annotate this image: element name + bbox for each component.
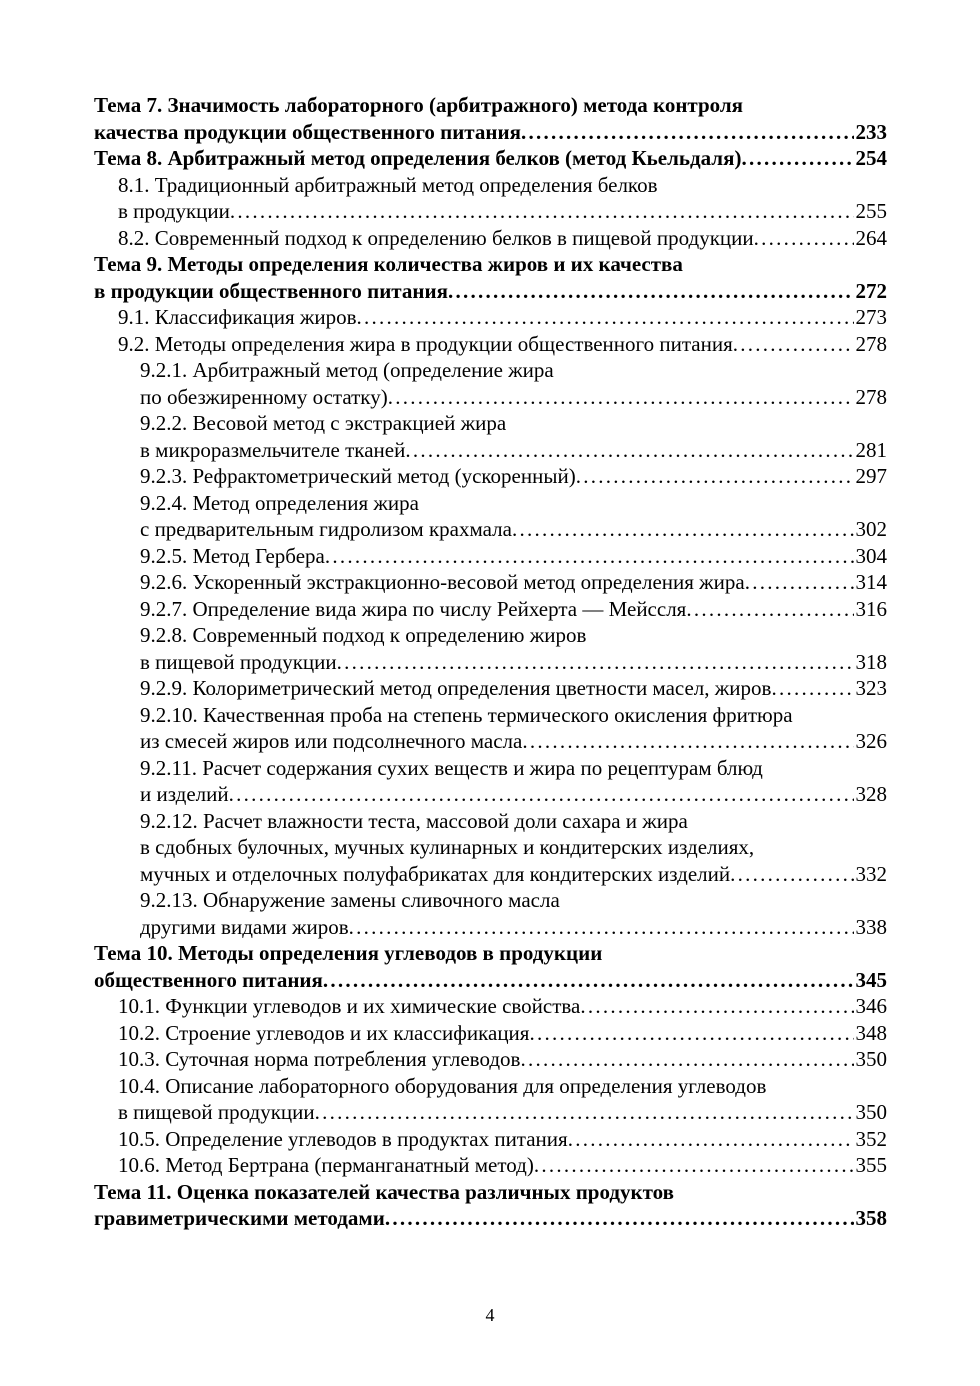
toc-page-number: 346 — [855, 994, 887, 1018]
toc-page-number: 358 — [855, 1206, 887, 1230]
toc-page-number: 332 — [855, 861, 887, 886]
toc-entry-last-line — [140, 569, 887, 596]
dot-leader — [230, 198, 854, 225]
toc-page-number: 328 — [855, 782, 887, 806]
toc-entry-last-line — [118, 993, 887, 1020]
toc-entry-last-line — [140, 861, 887, 888]
toc-entry-text-line: в микроразмельчителе тканей — [140, 437, 406, 462]
toc-entry-text-line: гравиметрическими методами — [94, 1206, 385, 1230]
toc-entry-last-line — [94, 145, 887, 172]
dot-leader — [534, 1152, 854, 1179]
toc-page-number: 316 — [855, 596, 887, 621]
toc-chapter-entry — [94, 92, 887, 145]
toc-entry-last-line — [118, 1126, 887, 1153]
dot-leader — [388, 384, 854, 411]
toc-section-entry — [94, 225, 887, 252]
dot-leader — [325, 543, 854, 570]
toc-entry-last-line — [140, 649, 887, 676]
toc-entry-text-line: в сдобных булочных, мучных кулинарных и кондитерских изделиях, — [140, 835, 755, 859]
toc-entry-text-line: 9.2.1. Арбитражный метод (определение жира — [140, 358, 554, 382]
toc-page-number: 302 — [855, 517, 887, 541]
toc-section-entry — [94, 702, 887, 755]
dot-leader — [520, 1046, 853, 1073]
dot-leader — [529, 1020, 853, 1047]
toc-entry-last-line — [118, 1152, 887, 1179]
toc-page-number: 345 — [855, 967, 887, 992]
toc-entry-last-line — [118, 225, 887, 252]
toc-entry-text-line: 8.1. Традиционный арбитражный метод определения белков — [118, 172, 658, 197]
toc-page-number: 272 — [855, 278, 887, 303]
toc-entry-last-line — [140, 675, 887, 702]
toc-section-entry — [94, 887, 887, 940]
toc-page-number: 323 — [855, 676, 887, 700]
toc-entry-last-line — [140, 516, 887, 543]
dot-leader — [568, 1126, 854, 1153]
toc-entry-last-line — [140, 596, 887, 623]
toc-entry-text-line: 9.2. Методы определения жира в продукции общественного питания — [118, 331, 733, 356]
toc-entry-last-line — [140, 463, 887, 490]
toc-entry-text-line: Тема 9. Методы определения количества жиров и их качества — [94, 252, 683, 276]
dot-leader — [323, 967, 854, 994]
toc-entry-text-line: 9.2.7. Определение вида жира по числу Рейхерта — Мейссля — [140, 596, 687, 621]
toc-entry-text-line: с предварительным гидролизом крахмала — [140, 517, 512, 541]
toc-entry-text-line: Тема 8. Арбитражный метод определения белков (метод Кьельдаля) — [94, 146, 742, 170]
table-of-contents — [94, 92, 887, 1232]
toc-section-entry — [94, 331, 887, 358]
toc-page-number: 304 — [855, 543, 887, 568]
toc-section-entry — [94, 755, 887, 808]
toc-page-number: 278 — [855, 384, 887, 409]
toc-entry-text-line: 10.2. Строение углеводов и их классификация — [118, 1020, 530, 1045]
toc-entry-text-line: 9.1. Классификация жиров — [118, 305, 357, 329]
toc-entry-last-line — [140, 384, 887, 411]
toc-entry-text-line: 10.4. Описание лабораторного оборудования для определения углеводов — [118, 1073, 767, 1098]
toc-entry-text-line: 10.3. Суточная норма потребления углеводов — [118, 1047, 521, 1071]
dot-leader — [741, 145, 853, 172]
dot-leader — [229, 781, 854, 808]
dot-leader — [580, 993, 853, 1020]
toc-chapter-entry — [94, 145, 887, 172]
toc-section-entry — [94, 622, 887, 675]
toc-section-entry — [94, 1020, 887, 1047]
dot-leader — [357, 304, 854, 331]
toc-entry-last-line — [118, 1020, 887, 1047]
toc-entry-text-line: из смесей жиров или подсолнечного масла — [140, 729, 523, 753]
toc-entry-text-line: Тема 7. Значимость лабораторного (арбитражного) метода контроля — [94, 93, 744, 117]
toc-section-entry — [94, 808, 887, 888]
toc-entry-text-line: 9.2.9. Колориметрический метод определения цветности масел, жиров — [140, 676, 772, 700]
dot-leader — [385, 1205, 854, 1232]
toc-page-number: 314 — [855, 570, 887, 594]
toc-page-number: 281 — [855, 437, 887, 462]
toc-entry-last-line — [140, 914, 887, 941]
toc-chapter-entry — [94, 251, 887, 304]
toc-entry-text-line: и изделий — [140, 782, 229, 806]
toc-page-number: 350 — [855, 1100, 887, 1124]
toc-page-number: 264 — [855, 225, 887, 250]
toc-section-entry — [94, 1126, 887, 1153]
toc-page-number: 278 — [855, 331, 887, 356]
toc-page-number: 318 — [855, 649, 887, 674]
page-number: 4 — [485, 1305, 495, 1325]
dot-leader — [686, 596, 853, 623]
toc-page-number: 254 — [855, 146, 887, 170]
toc-page-number: 326 — [855, 729, 887, 753]
dot-leader — [448, 278, 854, 305]
toc-entry-text-line: 9.2.4. Метод определения жира — [140, 490, 419, 515]
toc-page-number: 233 — [855, 119, 887, 144]
toc-page-number: 352 — [855, 1126, 887, 1151]
toc-entry-last-line — [140, 781, 887, 808]
toc-entry-text-line: по обезжиренному остатку) — [140, 384, 388, 409]
toc-entry-text-line: в продукции общественного питания — [94, 278, 448, 303]
dot-leader — [771, 675, 853, 702]
toc-section-entry — [94, 675, 887, 702]
toc-section-entry — [94, 993, 887, 1020]
toc-page-number: 255 — [855, 199, 887, 223]
toc-section-entry — [94, 357, 887, 410]
toc-entry-text-line: 9.2.3. Рефрактометрический метод (ускоренный) — [140, 464, 576, 488]
toc-entry-text-line: 10.1. Функции углеводов и их химические свойства — [118, 994, 581, 1018]
dot-leader — [730, 861, 853, 888]
dot-leader — [745, 569, 854, 596]
toc-entry-last-line — [94, 278, 887, 305]
toc-section-entry — [94, 304, 887, 331]
toc-entry-text-line: 9.2.5. Метод Гербера — [140, 543, 325, 568]
toc-entry-last-line — [118, 1046, 887, 1073]
toc-entry-text-line: 9.2.12. Расчет влажности теста, массовой доли сахара и жира — [140, 808, 688, 833]
toc-entry-last-line — [140, 437, 887, 464]
dot-leader — [754, 225, 854, 252]
toc-entry-text-line: 9.2.8. Современный подход к определению жиров — [140, 623, 587, 647]
dot-leader — [349, 914, 854, 941]
toc-entry-last-line — [118, 1099, 887, 1126]
toc-entry-text-line: 8.2. Современный подход к определению белков в пищевой продукции — [118, 225, 754, 250]
dot-leader — [733, 331, 854, 358]
toc-page-number: 338 — [855, 914, 887, 939]
toc-section-entry — [94, 1152, 887, 1179]
toc-entry-text-line: 9.2.11. Расчет содержания сухих веществ и жира по рецептурам блюд — [140, 755, 763, 780]
toc-page-number: 273 — [855, 305, 887, 329]
toc-entry-text-line: в пищевой продукции — [118, 1100, 315, 1124]
toc-entry-last-line — [118, 331, 887, 358]
toc-entry-text-line: Тема 11. Оценка показателей качества различных продуктов — [94, 1179, 674, 1204]
toc-entry-text-line: мучных и отделочных полуфабрикатах для кондитерских изделий — [140, 861, 731, 886]
toc-entry-text-line: 10.6. Метод Бертрана (перманганатный метод) — [118, 1153, 534, 1177]
toc-section-entry — [94, 410, 887, 463]
toc-chapter-entry — [94, 1179, 887, 1232]
toc-entry-text-line: 9.2.10. Качественная проба на степень термического окисления фритюра — [140, 702, 793, 727]
dot-leader — [405, 437, 853, 464]
toc-entry-text-line: 10.5. Определение углеводов в продуктах питания — [118, 1126, 568, 1151]
toc-entry-text-line: 9.2.6. Ускоренный экстракционно-весовой метод определения жира — [140, 570, 745, 594]
toc-entry-text-line: в пищевой продукции — [140, 649, 337, 674]
dot-leader — [512, 516, 854, 543]
toc-page-number: 348 — [855, 1020, 887, 1045]
toc-entry-last-line — [140, 543, 887, 570]
toc-section-entry — [94, 172, 887, 225]
dot-leader — [576, 463, 854, 490]
toc-section-entry — [94, 596, 887, 623]
toc-chapter-entry — [94, 940, 887, 993]
toc-page-number: 297 — [855, 464, 887, 488]
toc-entry-text-line: в продукции — [118, 199, 230, 223]
toc-page-number: 350 — [855, 1047, 887, 1071]
toc-page-number: 355 — [855, 1153, 887, 1177]
toc-entry-last-line — [94, 967, 887, 994]
toc-entry-text-line: Тема 10. Методы определения углеводов в продукции — [94, 941, 603, 965]
toc-entry-last-line — [118, 198, 887, 225]
toc-entry-text-line: другими видами жиров — [140, 914, 349, 939]
dot-leader — [521, 119, 854, 146]
toc-entry-last-line — [118, 304, 887, 331]
toc-entry-text-line: 9.2.13. Обнаружение замены сливочного масла — [140, 888, 560, 912]
toc-entry-last-line — [140, 728, 887, 755]
toc-entry-text-line: качества продукции общественного питания — [94, 119, 521, 144]
toc-section-entry — [94, 463, 887, 490]
toc-section-entry — [94, 569, 887, 596]
toc-entry-text-line: 9.2.2. Весовой метод с экстракцией жира — [140, 411, 507, 435]
dot-leader — [315, 1099, 854, 1126]
dot-leader — [337, 649, 854, 676]
toc-entry-last-line — [94, 1205, 887, 1232]
toc-section-entry — [94, 1046, 887, 1073]
toc-entry-last-line — [94, 119, 887, 146]
toc-section-entry — [94, 1073, 887, 1126]
toc-section-entry — [94, 543, 887, 570]
dot-leader — [522, 728, 853, 755]
toc-section-entry — [94, 490, 887, 543]
toc-entry-text-line: общественного питания — [94, 967, 323, 992]
